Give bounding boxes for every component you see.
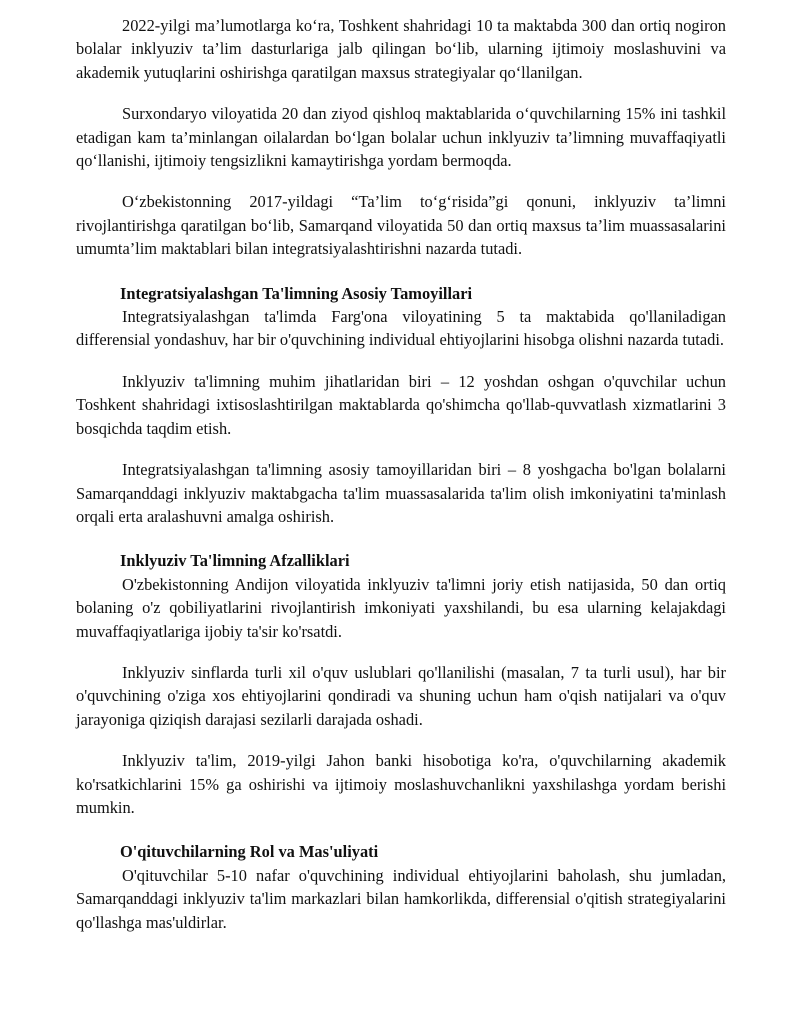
paragraph-intro-1: 2022-yilgi ma’lumotlarga ko‘ra, Toshkent shahridagi 10 ta maktabda 300 dan ortiq nogiron bolalar inklyuziv ta’lim dasturlariga jalb qilingan bo‘lib, ularning ijtimoiy moslashuvini va akademik yutuqlarini oshirishga qaratilgan maxsus strategiyalar qo‘llanilgan. xyxy=(76,16,726,82)
paragraph-principles-2: Inklyuziv ta'limning muhim jihatlaridan biri – 12 yoshdan oshgan o'quvchilar uchun Toshkent shahridagi ixtisoslashtirilgan maktablarda qo'shimcha qo'llab-quvvatlash xizmatlarini 3 bosqichda taqdim etish. xyxy=(76,371,726,438)
section-heading-teacher-role: O'qituvchilarning Rol va Mas'uliyati xyxy=(120,842,379,862)
paragraph-advantages-2: Inklyuziv sinflarda turli xil o'quv uslublari qo'llanilishi (masalan, 7 ta turli usul), har bir o'quvchining o'ziga xos ehtiyojlarini qondiradi va shuning uchun ham o'qish natijalari va o'quv jarayoniga qiziqish darajasi sezilarli darajada oshadi. xyxy=(76,662,726,729)
paragraph-advantages-3: Inklyuziv ta'lim, 2019-yilgi Jahon banki hisobotiga ko'ra, o'quvchilarning akademik ko'rsatkichlarini 15% ga oshirishi va ijtimoiy moslashuvchanlikni yaxshilashga yordam berishi mumkin. xyxy=(76,751,726,817)
paragraph-advantages-1: O'zbekistonning Andijon viloyatida inklyuziv ta'limni joriy etish natijasida, 50 dan ortiq bolaning o'z qobiliyatlarini rivojlantirish imkoniyati yaxshilandi, bu esa ularning kelajakdagi muvaffaqiyatlariga ijobiy ta'sir ko'rsatdi. xyxy=(76,574,726,641)
paragraph-intro-2: Surxondaryo viloyatida 20 dan ziyod qishloq maktablarida o‘quvchilarning 15% ini tashkil etadigan kam ta’minlangan oilalardan bo‘lgan bolalar uchun inklyuziv ta’limning muvaffaqiyatli qo‘llanishi, ijtimoiy tengsizlikni kamaytirishga yordam bermoqda. xyxy=(76,104,726,171)
paragraph-principles-1: Integratsiyalashgan ta'limda Farg'ona viloyatining 5 ta maktabida qo'llaniladigan differensial yondashuv, har bir o'quvchining individual ehtiyojlarini hisobga olishni nazarda tutadi. xyxy=(76,307,726,350)
paragraph-intro-3: O‘zbekistonning 2017-yildagi “Ta’lim to‘g‘risida”gi qonuni, inklyuziv ta’limni rivojlantirishga qaratilgan bo‘lib, Samarqand viloyatida 50 dan ortiq maxsus ta’lim muassasalarini umumta’lim maktablari bilan integratsiyalashtirishni nazarda tutadi. xyxy=(76,192,726,259)
paragraph-teacher-role-1: O'qituvchilar 5-10 nafar o'quvchining individual ehtiyojlarini baholash, shu jumladan, Samarqanddagi inklyuziv ta'lim markazlari bilan hamkorlikda, differensial o'qitish strategiyalarini qo'llashga mas'uldirlar. xyxy=(76,865,726,932)
section-heading-advantages: Inklyuziv Ta'limning Afzalliklari xyxy=(120,551,350,571)
section-heading-principles: Integratsiyalashgan Ta'limning Asosiy Tamoyillari xyxy=(120,283,473,303)
document-page xyxy=(76,14,726,934)
paragraph-principles-3: Integratsiyalashgan ta'limning asosiy tamoyillaridan biri – 8 yoshgacha bo'lgan bolalarni Samarqanddagi inklyuziv maktabgacha ta'lim muassasalarida ta'lim olish imkoniyatini ta'minlash orqali erta aralashuvni amalga oshirish. xyxy=(76,460,726,526)
